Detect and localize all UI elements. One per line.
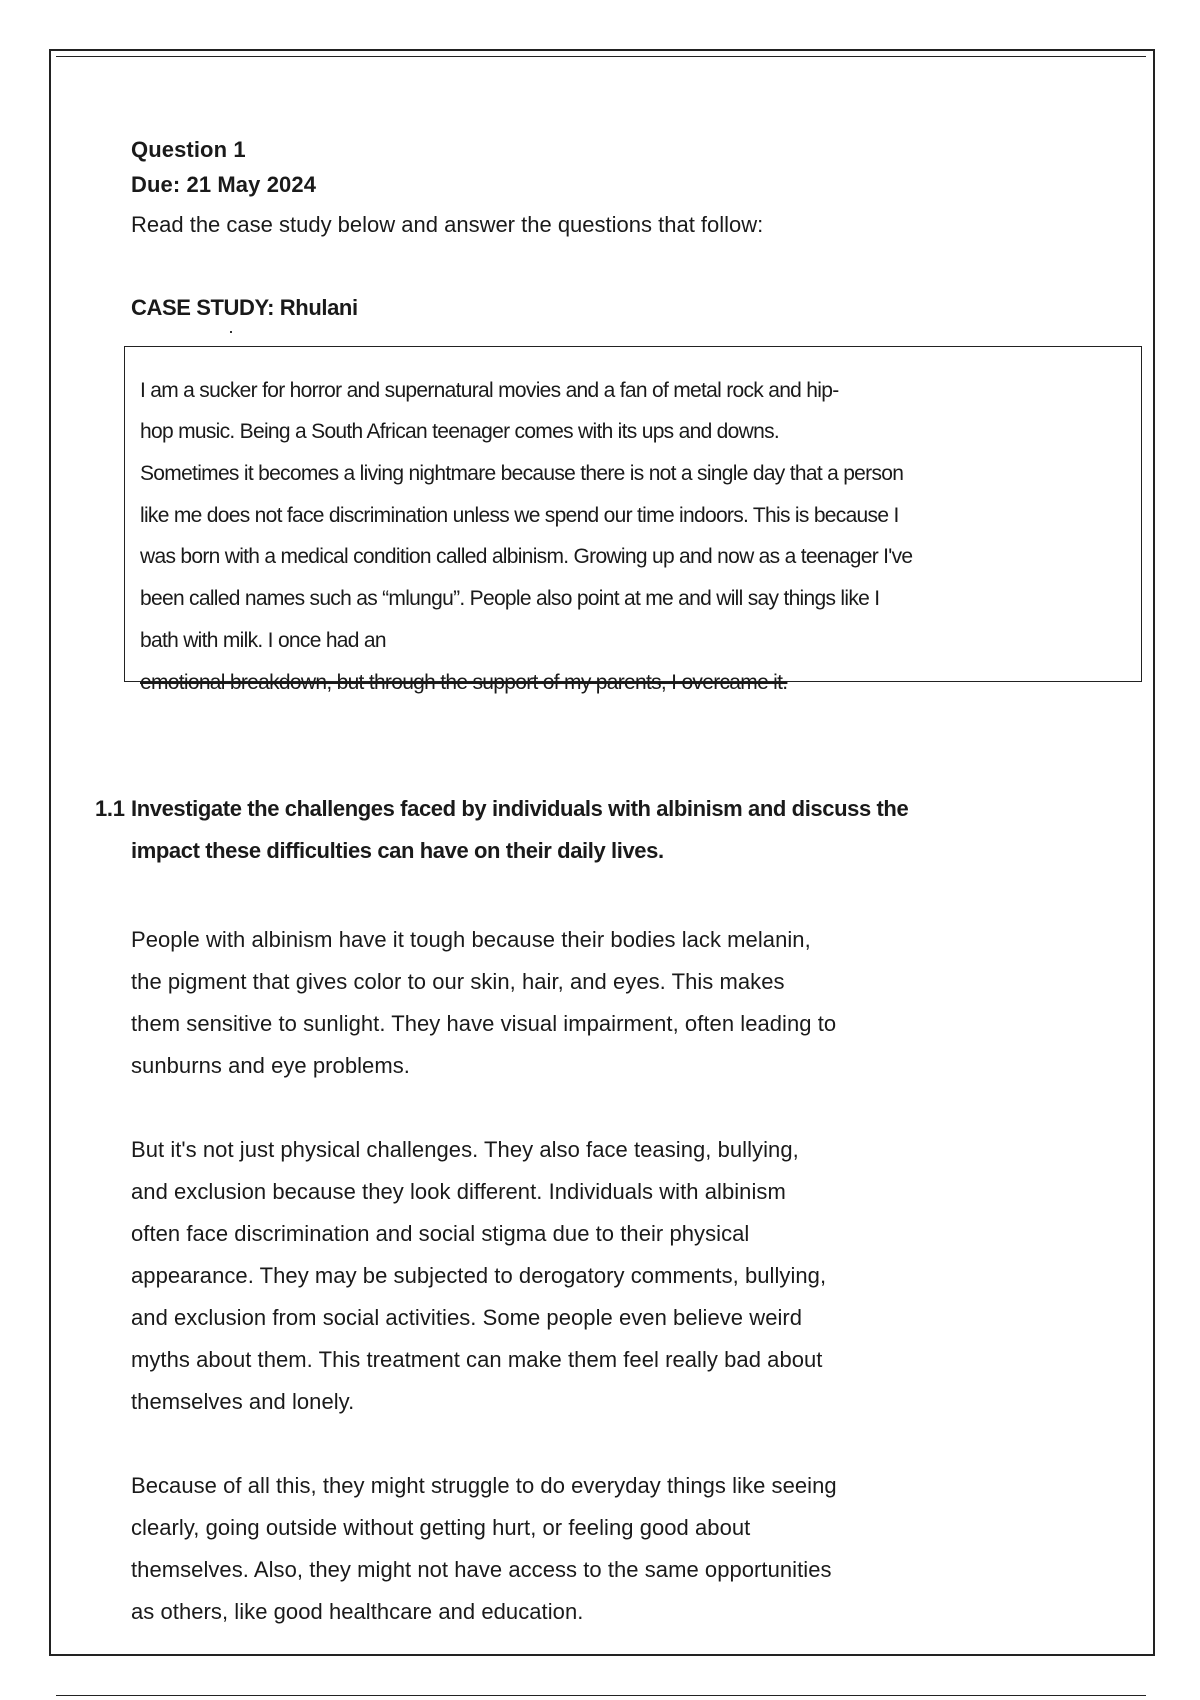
answer-line: themselves and lonely. xyxy=(131,1389,355,1414)
case-study-line: like me does not face discrimination unless we spend our time indoors. This is because I xyxy=(140,504,899,527)
instruction-text: Read the case study below and answer the questions that follow: xyxy=(131,212,764,237)
answer-line: myths about them. This treatment can make them feel really bad about xyxy=(131,1347,823,1372)
answer-line: appearance. They may be subjected to derogatory comments, bullying, xyxy=(131,1263,827,1288)
answer-line: themselves. Also, they might not have access to the same opportunities xyxy=(131,1557,832,1582)
question-number: 1.1 xyxy=(95,796,125,821)
case-study-line: Sometimes it becomes a living nightmare because there is not a single day that a person xyxy=(140,462,904,485)
case-study-line: was born with a medical condition called albinism. Growing up and now as a teenager I've xyxy=(140,545,913,568)
bottom-rule xyxy=(56,1695,1146,1696)
top-rule xyxy=(56,56,1146,57)
answer-line: clearly, going outside without getting hurt, or feeling good about xyxy=(131,1515,751,1540)
stray-dot xyxy=(230,331,232,333)
answer-line: them sensitive to sunlight. They have visual impairment, often leading to xyxy=(131,1011,837,1036)
answer-line: sunburns and eye problems. xyxy=(131,1053,410,1078)
due-date: Due: 21 May 2024 xyxy=(131,172,317,197)
case-study-line-struck: emotional breakdown, but through the support of my parents, I overcame it. xyxy=(140,671,788,694)
answer-line: But it's not just physical challenges. They also face teasing, bullying, xyxy=(131,1137,799,1162)
case-study-line: bath with milk. I once had an xyxy=(140,629,386,652)
answer-line: often face discrimination and social stigma due to their physical xyxy=(131,1221,750,1246)
answer-line: Because of all this, they might struggle to do everyday things like seeing xyxy=(131,1473,837,1498)
answer-line: the pigment that gives color to our skin, hair, and eyes. This makes xyxy=(131,969,785,994)
question-1-1-text: Investigate the challenges faced by individuals with albinism and discuss the xyxy=(131,796,909,821)
question-title: Question 1 xyxy=(131,137,246,162)
case-study-line: I am a sucker for horror and supernatural movies and a fan of metal rock and hip- xyxy=(140,379,839,402)
case-study-line: been called names such as “mlungu”. People also point at me and will say things like I xyxy=(140,587,880,610)
case-study-line: hop music. Being a South African teenager comes with its ups and downs. xyxy=(140,420,780,443)
question-1-1-text: impact these difficulties can have on their daily lives. xyxy=(131,838,664,863)
answer-line: and exclusion because they look different. Individuals with albinism xyxy=(131,1179,786,1204)
answer-line: People with albinism have it tough because their bodies lack melanin, xyxy=(131,927,811,952)
answer-line: as others, like good healthcare and education. xyxy=(131,1599,584,1624)
case-study-title: CASE STUDY: Rhulani xyxy=(131,295,358,320)
answer-line: and exclusion from social activities. Some people even believe weird xyxy=(131,1305,803,1330)
